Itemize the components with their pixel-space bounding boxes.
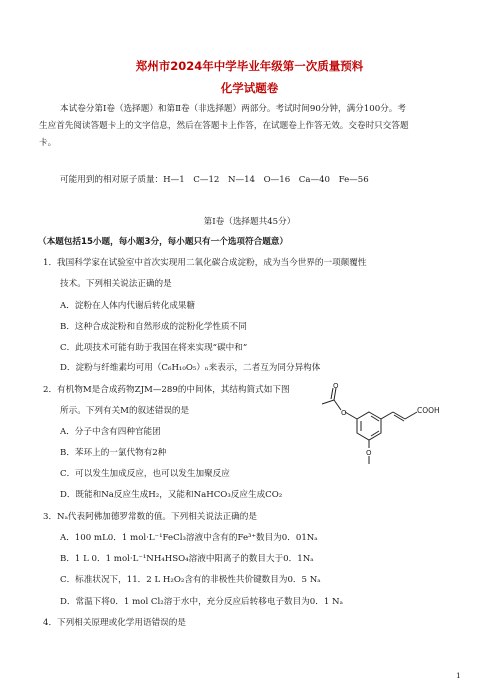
q1-option-b: B．这种合成淀粉和自然形成的淀粉化学性质不同 [60,322,247,332]
svg-text:O: O [366,449,372,457]
svg-text:O: O [341,409,347,417]
q1-option-d: D．淀粉与纤维素均可用（C₆H₁₀O₅）ₙ来表示，二者互为同分异构体 [60,363,321,373]
q2-option-b: B．苯环上的一氯代物有2种 [60,448,167,458]
q2-option-d: D．既能和Na反应生成H₂，又能和NaHCO₃反应生成CO₂ [60,490,283,500]
intro-line-3: 卡。 [39,138,57,148]
document-subtitle: 化学试题卷 [220,81,279,95]
q1-stem-line-2: 技术。下列相关说法正确的是 [60,279,172,289]
q1-option-c: C．此项技术可能有助于我国在将来实现“碳中和” [60,343,248,353]
q3-option-c: C．标准状况下，11．2 L H₂O₂含有的非极性共价键数目为0．5 Nₐ [60,575,321,585]
document-title: 郑州市2024年中学毕业年级第一次质量预料 [135,59,364,73]
atomic-masses: 可能用到的相对原子质量：H—1 C—12 N—14 O—16 Ca—40 Fe—56 [60,175,369,185]
q3-stem: 3．Nₐ代表阿佛加德罗常数的值。下列相关说法正确的是 [43,512,257,522]
q3-option-a: A．100 mL0．1 mol·L⁻¹FeCl₃溶液中含有的Fe³⁺数目为0．01Nₐ [60,533,318,543]
page-number: 1 [456,671,461,680]
q2-stem-line-1: 2．有机物M是合成药物ZJM—289的中间体，其结构简式如下图 [43,385,290,395]
q3-option-d: D．常温下将0．1 mol Cl₂溶于水中，充分反应后转移电子数目为0．1 Nₐ [60,597,343,607]
intro-line-2: 生应首先阅读答题卡上的文字信息，然后在答题卡上作答，在试题卷上作答无效。交卷时只交答题 [39,121,409,131]
q3-option-b: B．1 L 0．1 mol·L⁻¹NH₄HSO₄溶液中阳离子的数目大于0．1Nₐ [60,554,314,564]
svg-text:O: O [333,382,339,390]
q4-stem: 4．下列相关原理或化学用语错误的是 [43,618,186,628]
section-instruction: （本题包括15小题，每小题3分，每小题只有一个选项符合题意） [38,237,288,247]
cooh-label: COOH [417,406,440,415]
intro-line-1: 本试卷分第Ⅰ卷（选择题）和第Ⅱ卷（非选择题）两部分。考试时间90分钟，满分100分。考 [60,104,406,114]
section-heading: 第Ⅰ卷（选择题共45分） [203,217,296,227]
q2-option-c: C．可以发生加成反应，也可以发生加聚反应 [60,469,230,479]
q1-option-a: A．淀粉在人体内代谢后转化成果糖 [60,301,196,311]
molecule-structure-diagram [314,382,444,472]
q1-stem-line-1: 1．我国科学家在试验室中首次实现用二氧化碳合成淀粉，成为当今世界的一项颠覆性 [43,258,367,268]
q2-stem-line-2: 所示。下列有关M的叙述错误的是 [60,406,190,416]
q2-option-a: A．分子中含有四种官能团 [60,427,161,437]
